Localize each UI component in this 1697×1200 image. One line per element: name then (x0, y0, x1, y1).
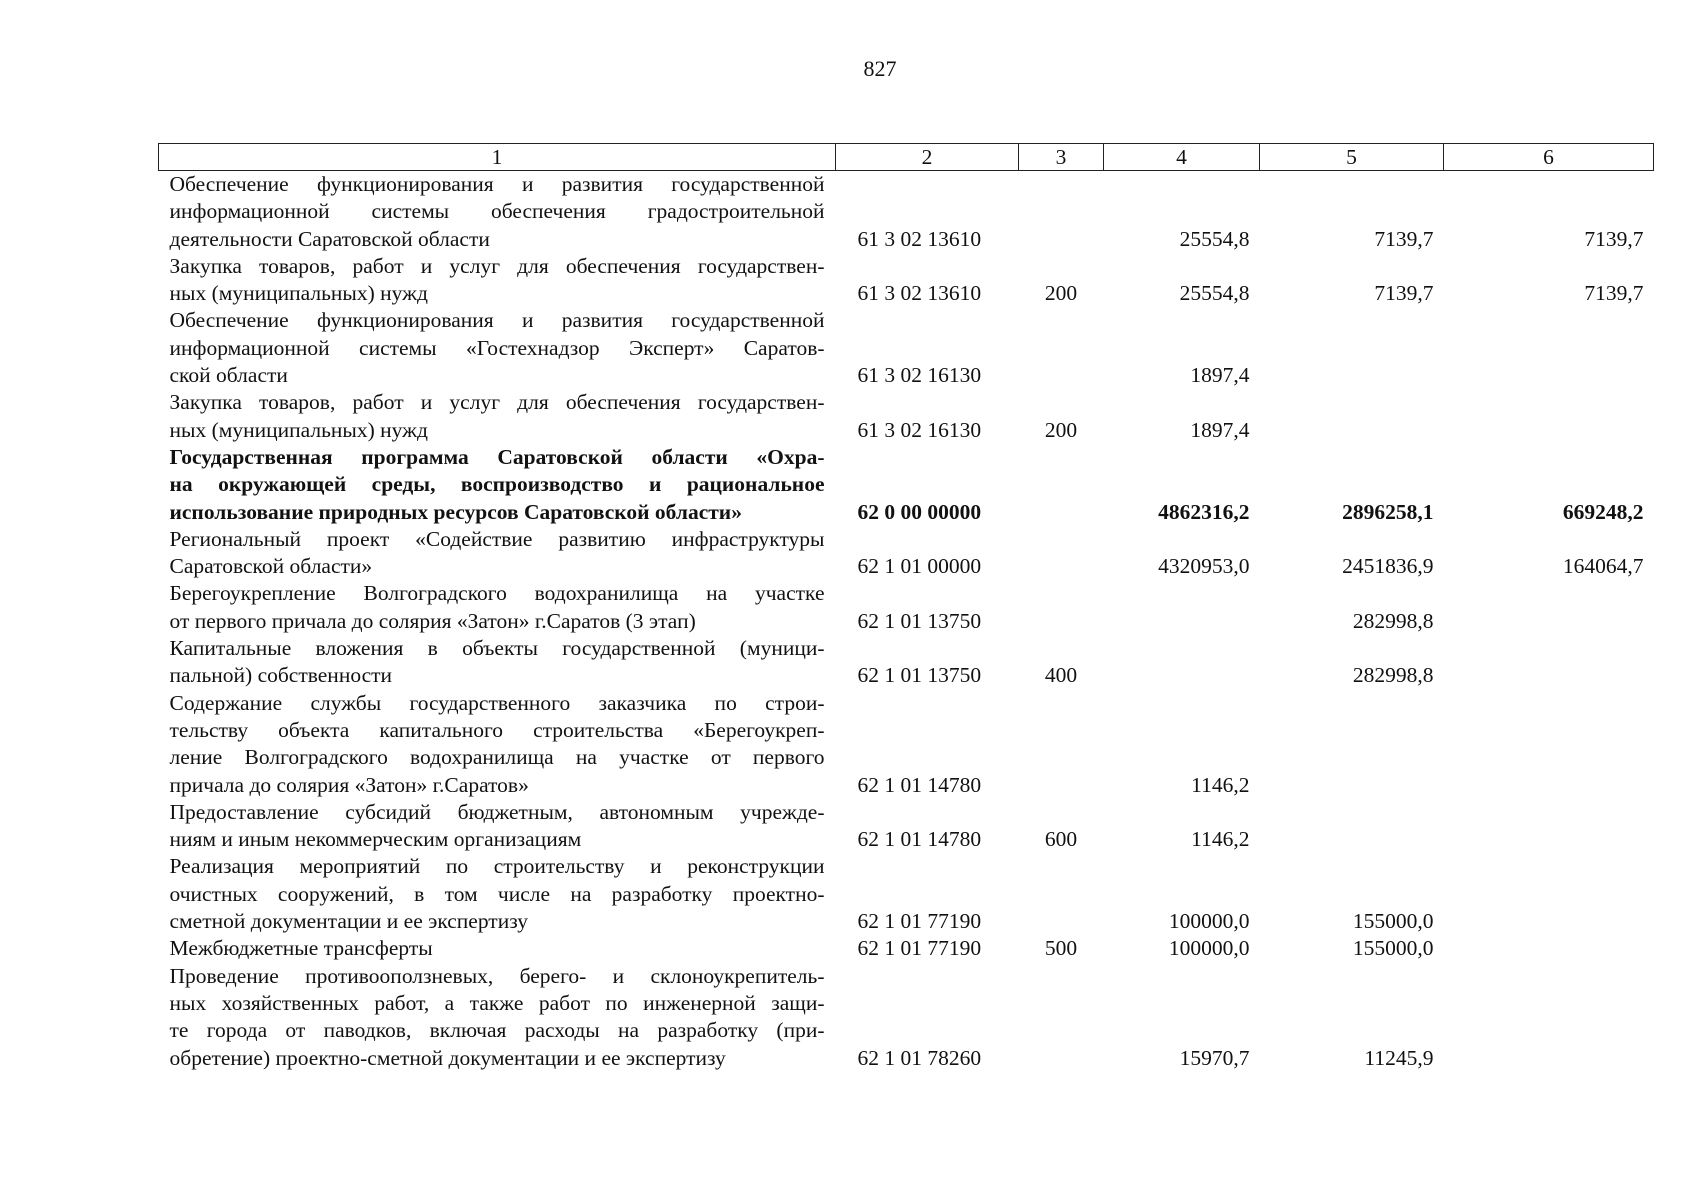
row-name-line: на окружающей среды, воспроизводство и рациональное (169, 472, 825, 497)
row-name-line: Берегоукрепление Волгоградского водохранилища на участке (169, 581, 825, 606)
row-name (159, 799, 836, 854)
row-name-line: Предоставление субсидий бюджетным, автономным учрежде- (169, 799, 825, 824)
row-value-col-6: 7139,7 (1584, 226, 1644, 251)
table-row (159, 635, 1654, 690)
table-row (159, 799, 1654, 854)
row-name-line: очистных сооружений, в том числе на разработку проектно- (169, 881, 825, 906)
row-value-col-4: 1146,2 (1191, 827, 1250, 852)
row-value-col-6 (1444, 389, 1654, 444)
row-name-line: Региональный проект «Содействие развитию инфраструктуры (169, 526, 825, 551)
budget-table (158, 143, 1654, 1072)
row-value-col-4 (1104, 580, 1260, 635)
header-col-1: 1 (159, 144, 836, 171)
row-name-line: Реализация мероприятий по строительству и реконструкции (169, 854, 825, 879)
row-value-col-5 (1260, 307, 1444, 389)
row-name-line: Содержание службы государственного заказчика по строи- (169, 690, 825, 715)
row-value-col-5: 7139,7 (1374, 281, 1434, 306)
row-name (159, 253, 836, 308)
row-name (159, 307, 836, 389)
row-expense-type (1019, 690, 1104, 799)
row-value-col-4 (1104, 635, 1260, 690)
row-name-line: деятельности Саратовской области (169, 226, 490, 251)
header-col-4: 4 (1104, 144, 1260, 171)
row-code: 62 1 01 14780 (857, 827, 982, 852)
row-value-col-4: 1146,2 (1191, 772, 1250, 797)
row-name-line: от первого причала до солярия «Затон» г.Саратов (3 этап) (169, 608, 696, 633)
row-name (159, 526, 836, 581)
row-value-col-5 (1260, 389, 1444, 444)
row-name-line: ных (муниципальных) нужд (169, 417, 428, 442)
row-value-col-4: 25554,8 (1179, 281, 1250, 306)
row-value-col-6: 7139,7 (1584, 281, 1644, 306)
row-code: 62 1 01 14780 (857, 772, 982, 797)
row-name (159, 853, 836, 935)
row-expense-type: 400 (1044, 663, 1078, 688)
row-name-line: Обеспечение функционирования и развития государственной (169, 308, 825, 333)
header-col-2: 2 (836, 144, 1019, 171)
table-row (159, 526, 1654, 581)
row-expense-type: 200 (1044, 281, 1078, 306)
table-row (159, 853, 1654, 935)
row-value-col-4: 1897,4 (1190, 417, 1250, 442)
row-expense-type (1019, 171, 1104, 253)
row-code: 61 3 02 16130 (857, 417, 982, 442)
table-row (159, 171, 1654, 253)
row-value-col-6: 669248,2 (1562, 499, 1644, 524)
row-code: 62 1 01 77190 (857, 936, 982, 961)
row-value-col-5: 155000,0 (1352, 909, 1434, 934)
row-name-line: Капитальные вложения в объекты государственной (муници- (169, 636, 825, 661)
row-name (159, 444, 836, 526)
row-name-line: ление Волгоградского водохранилища на участке от первого (169, 745, 825, 770)
table-row (159, 580, 1654, 635)
page-number: 827 (863, 56, 897, 81)
row-expense-type: 500 (1044, 936, 1078, 961)
row-value-col-5: 7139,7 (1374, 226, 1434, 251)
row-value-col-4: 4320953,0 (1158, 554, 1250, 579)
row-value-col-6 (1444, 799, 1654, 854)
table-header (159, 144, 1654, 171)
row-name-line: Обеспечение функционирования и развития государственной (169, 172, 825, 196)
row-value-col-5: 282998,8 (1352, 608, 1434, 633)
row-name-line: Межбюджетные трансферты (169, 936, 433, 961)
row-code: 62 1 01 78260 (857, 1045, 982, 1070)
header-col-3: 3 (1019, 144, 1104, 171)
row-value-col-6: 164064,7 (1562, 554, 1644, 579)
row-name-line: пальной) собственности (169, 663, 393, 688)
row-code: 62 1 01 77190 (857, 909, 982, 934)
row-name-line: информационной системы обеспечения градостроительной (169, 199, 825, 224)
table-row (159, 935, 1654, 962)
row-value-col-5: 2451836,9 (1342, 554, 1434, 579)
row-code: 62 1 01 13750 (857, 608, 982, 633)
row-value-col-4: 25554,8 (1179, 226, 1250, 251)
row-name-line: ской области (169, 363, 288, 388)
row-name (159, 171, 836, 253)
row-expense-type (1019, 526, 1104, 581)
row-value-col-4: 15970,7 (1179, 1045, 1250, 1070)
row-name (159, 580, 836, 635)
row-expense-type (1019, 444, 1104, 526)
header-col-5: 5 (1260, 144, 1444, 171)
row-code: 62 0 00 00000 (857, 499, 982, 524)
row-name-line: ниям и иным некоммерческим организациям (169, 827, 582, 852)
row-code: 61 3 02 13610 (857, 281, 982, 306)
row-code: 62 1 01 13750 (857, 663, 982, 688)
row-value-col-4: 100000,0 (1168, 936, 1250, 961)
row-value-col-4: 4862316,2 (1158, 499, 1250, 524)
row-name-line: Закупка товаров, работ и услуг для обеспечения государствен- (169, 253, 825, 278)
header-row (159, 144, 1654, 171)
budget-table-container (158, 143, 1653, 1072)
row-code: 61 3 02 16130 (857, 363, 982, 388)
row-name-line: причала до солярия «Затон» г.Саратов» (169, 772, 529, 797)
row-name-line: сметной документации и ее экспертизу (169, 909, 528, 934)
row-expense-type: 200 (1044, 417, 1078, 442)
row-name-line: тельству объекта капитального строительства «Берегоукреп- (169, 717, 825, 742)
row-value-col-6 (1444, 853, 1654, 935)
row-value-col-6 (1444, 580, 1654, 635)
row-expense-type (1019, 853, 1104, 935)
row-name-line: использование природных ресурсов Саратовской области» (169, 499, 742, 524)
row-value-col-6 (1444, 935, 1654, 962)
table-row (159, 389, 1654, 444)
row-name (159, 635, 836, 690)
row-expense-type: 600 (1044, 827, 1078, 852)
row-expense-type (1019, 307, 1104, 389)
row-value-col-6 (1444, 635, 1654, 690)
row-value-col-4: 100000,0 (1168, 909, 1250, 934)
row-value-col-5 (1260, 799, 1444, 854)
row-value-col-5: 282998,8 (1352, 663, 1434, 688)
table-row (159, 307, 1654, 389)
table-row (159, 690, 1654, 799)
row-value-col-6 (1444, 963, 1654, 1072)
row-name-line: Саратовской области» (169, 554, 373, 579)
row-name (159, 690, 836, 799)
row-name-line: Проведение противооползневых, берего- и склоноукрепитель- (169, 963, 825, 988)
row-code: 61 3 02 13610 (857, 226, 982, 251)
table-row (159, 963, 1654, 1072)
row-code: 62 1 01 00000 (857, 554, 982, 579)
row-value-col-6 (1444, 690, 1654, 799)
row-name-line: Закупка товаров, работ и услуг для обеспечения государствен- (169, 390, 825, 415)
row-expense-type (1019, 963, 1104, 1072)
table-row (159, 444, 1654, 526)
table-body (159, 171, 1654, 1072)
row-value-col-5: 2896258,1 (1342, 499, 1434, 524)
row-name (159, 935, 836, 962)
row-name-line: те города от паводков, включая расходы на разработку (при- (169, 1018, 825, 1043)
row-value-col-5: 11245,9 (1364, 1045, 1434, 1070)
header-col-6: 6 (1444, 144, 1654, 171)
row-name (159, 389, 836, 444)
row-name-line: Государственная программа Саратовской области «Охра- (169, 444, 825, 469)
table-row (159, 253, 1654, 308)
row-name-line: ных (муниципальных) нужд (169, 281, 428, 306)
row-name-line: обретение) проектно-сметной документации и ее экспертизу (169, 1045, 726, 1070)
row-value-col-4: 1897,4 (1190, 363, 1250, 388)
row-expense-type (1019, 580, 1104, 635)
row-value-col-6 (1444, 307, 1654, 389)
row-value-col-5 (1260, 690, 1444, 799)
row-value-col-5: 155000,0 (1352, 936, 1434, 961)
row-name-line: информационной системы «Гостехнадзор Эксперт» Саратов- (169, 335, 825, 360)
row-name-line: ных хозяйственных работ, а также работ по инженерной защи- (169, 990, 825, 1015)
row-name (159, 963, 836, 1072)
